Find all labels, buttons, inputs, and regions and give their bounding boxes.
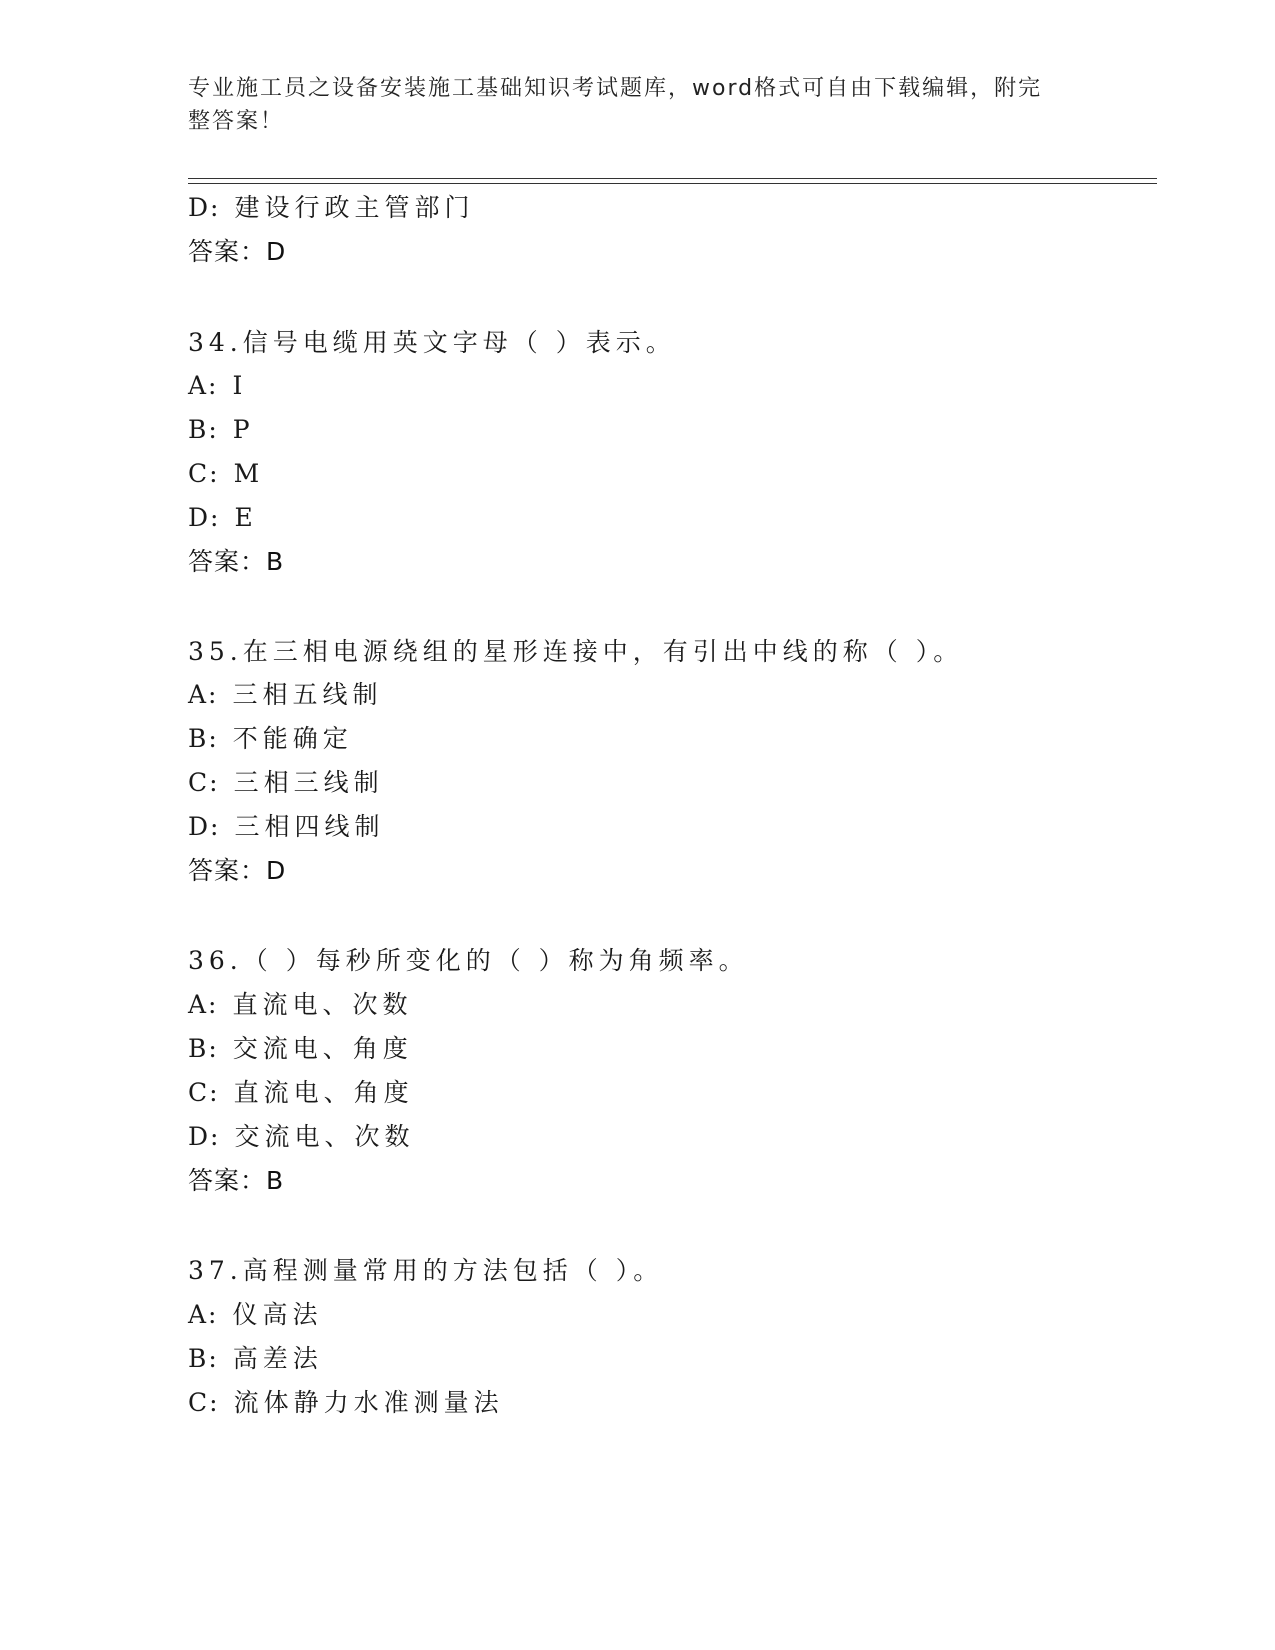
option-c [188, 1078, 414, 1108]
option-text: E [234, 503, 258, 532]
option-letter: C: [188, 1078, 220, 1107]
option-b [188, 724, 353, 754]
option-d [188, 193, 474, 223]
option-text: 交流电、次数 [234, 1122, 415, 1151]
option-text: 三相五线制 [232, 680, 383, 709]
option-letter: A: [188, 371, 219, 400]
option-text: 直流电、次数 [232, 990, 413, 1019]
option-letter: A: [188, 1300, 219, 1329]
option-text: 三相三线制 [233, 768, 384, 797]
option-text: 直流电、角度 [233, 1078, 414, 1107]
option-c [188, 1388, 504, 1418]
option-letter: C: [188, 1388, 220, 1417]
answer-line: 答案：D [188, 237, 287, 266]
option-text: I [232, 371, 248, 400]
option-text: P [232, 415, 255, 444]
option-text: 不能确定 [232, 724, 353, 753]
option-letter: D: [188, 193, 221, 222]
option-text: M [233, 459, 265, 488]
option-letter: C: [188, 768, 220, 797]
header-divider-bottom [188, 183, 1157, 184]
option-text: 高差法 [232, 1344, 323, 1373]
option-letter: D: [188, 503, 221, 532]
option-letter: B: [188, 1344, 219, 1373]
option-a [188, 371, 247, 401]
question-stem: 36.（ ）每秒所变化的（ ）称为角频率。 [188, 946, 749, 975]
answer-line: 答案：D [188, 856, 287, 885]
option-text: 交流电、角度 [232, 1034, 413, 1063]
option-d [188, 812, 384, 842]
question-stem: 37.高程测量常用的方法包括（ ）。 [188, 1256, 664, 1285]
option-d [188, 503, 258, 533]
option-d [188, 1122, 414, 1152]
option-text: 仪高法 [232, 1300, 323, 1329]
option-c [188, 768, 384, 798]
option-a [188, 1300, 323, 1330]
question-stem: 35.在三相电源绕组的星形连接中，有引出中线的称（ ）。 [188, 637, 964, 666]
document-header [188, 72, 1068, 138]
answer-line: 答案：B [188, 1166, 285, 1195]
option-letter: B: [188, 415, 219, 444]
option-a [188, 680, 383, 710]
option-b [188, 1034, 413, 1064]
option-text: 三相四线制 [234, 812, 385, 841]
option-letter: A: [188, 990, 219, 1019]
answer-line: 答案：B [188, 547, 285, 576]
option-a [188, 990, 413, 1020]
option-b [188, 1344, 323, 1374]
header-line-2: 整答案！ [188, 109, 285, 134]
option-letter: D: [188, 812, 221, 841]
header-divider-top [188, 178, 1157, 179]
option-letter: B: [188, 1034, 219, 1063]
option-b [188, 415, 255, 445]
option-letter: C: [188, 459, 220, 488]
option-text: 流体静力水准测量法 [233, 1388, 504, 1417]
option-text: 建设行政主管部门 [234, 193, 475, 222]
option-c [188, 459, 264, 489]
header-line-1: 专业施工员之设备安装施工基础知识考试题库，word格式可自由下载编辑，附完 [188, 76, 1043, 101]
option-letter: B: [188, 724, 219, 753]
option-letter: A: [188, 680, 219, 709]
option-letter: D: [188, 1122, 221, 1151]
question-stem: 34.信号电缆用英文字母（ ）表示。 [188, 328, 676, 357]
